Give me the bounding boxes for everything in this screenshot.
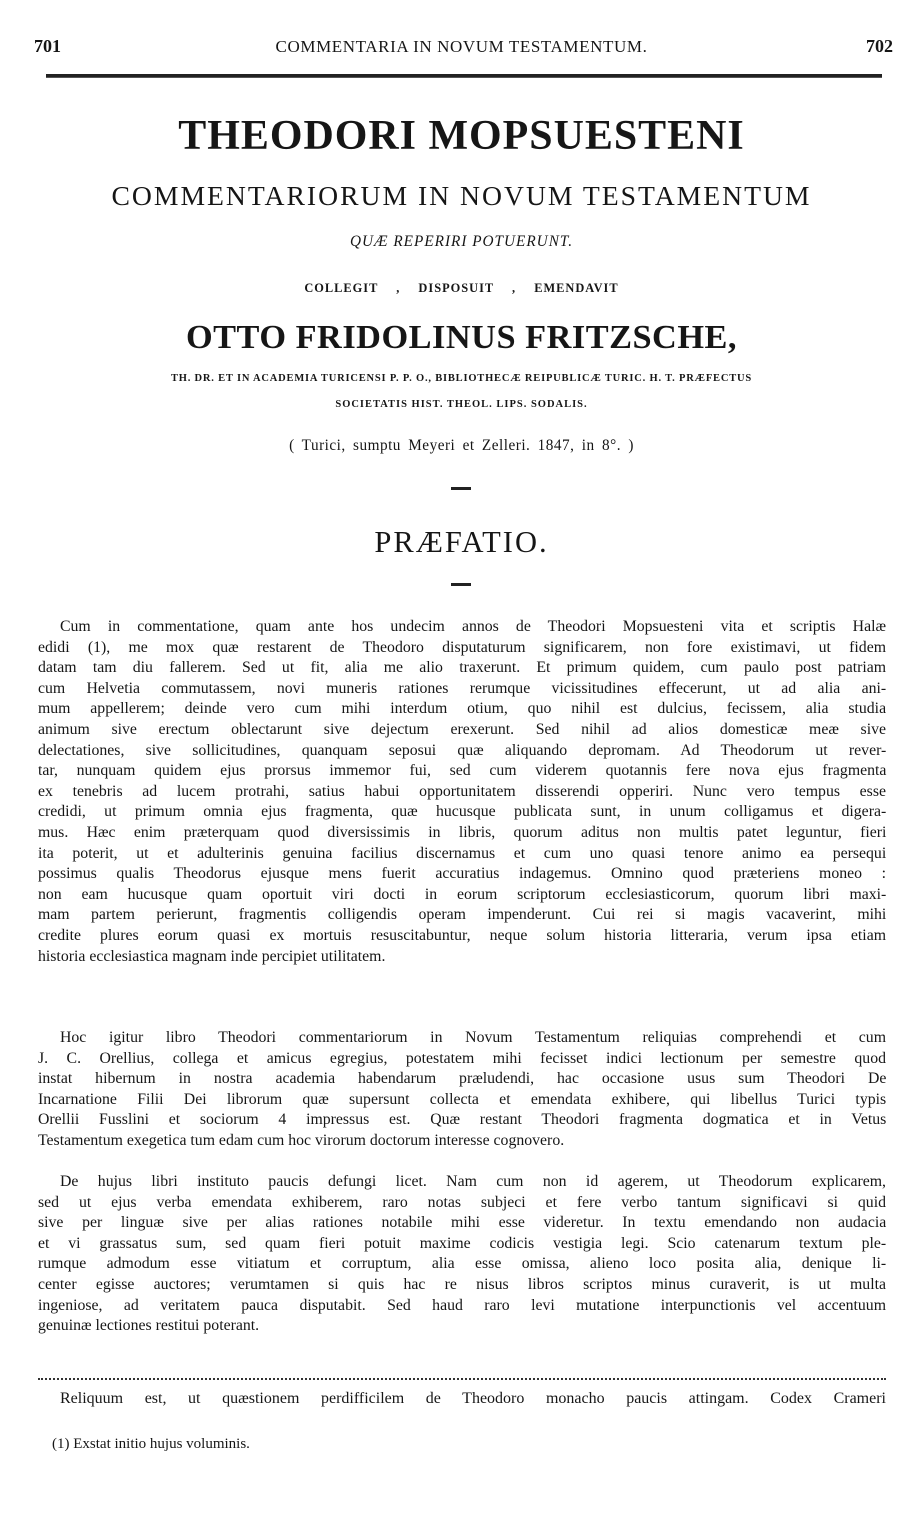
text-line: ingeniose, ad veritatem pauca disputabit. Sed haud raro levi mutatione interpunctionis vel accentuum (38, 1296, 886, 1314)
continuation-line (38, 1388, 886, 1409)
text-line: sed ut ejus verba emendata exhiberem, raro notas subjeci et fere verbo tantum significavi si quid (38, 1193, 886, 1211)
text-line: delectationes, sive sollicitudines, quanquam seposui quæ aliquando depromam. Ad Theodorum ut rever- (38, 741, 887, 759)
text-line: ita poterit, ut et adulterinis genuina facilius discernamus et cum uno quasi tenore animo ea persequi (38, 844, 887, 862)
text-line: mum appellerem; deinde vero cum mihi interdum otium, quo nihil est dulcius, fecissem, alia studia (38, 700, 887, 718)
running-title: COMMENTARIA IN NOVUM TESTAMENTUM. (275, 37, 648, 56)
paragraph-3 (38, 1172, 886, 1337)
text-line: genuinæ lectiones restitui poterant. (38, 1317, 260, 1335)
text-line: Testamentum exegetica tum edam cum hoc virorum doctorum interesse cognovero. (38, 1131, 565, 1149)
footnote-separator (38, 1378, 886, 1380)
section-heading: PRÆFATIO. (374, 525, 549, 559)
text-line: tar, nunquam quidem ejus prorsus immemor fui, sed cum viderem quotannis fere nova ejus fragmenta (38, 762, 887, 780)
editor-credentials-1: TH. DR. ET IN ACADEMIA TURICENSI P. P. O., BIBLIOTHECÆ REIPUBLICÆ TURIC. H. T. PRÆFECTUS (170, 373, 753, 384)
text-line: Reliquum est, ut quæstionem perdifficilem de Theodoro monacho paucis attingam. Codex Crameri (60, 1390, 886, 1407)
text-line: center egisse auctores; verumtamen si quis hac re nisus libros scriptos minus curaverit, is ut multa (38, 1275, 886, 1293)
text-line: Hoc igitur libro Theodori commentariorum in Novum Testamentum reliquias comprehendi et cum (60, 1029, 886, 1046)
text-line: cum Helvetia commutassem, novi muneris rationes rerumque vicissitudines effecerunt, ut ad alia ani- (38, 679, 887, 697)
text-line: edidi (1), me mox quæ restarent de Theodoro disputaturum significarem, non fore existimavi, ut fidem (38, 638, 886, 656)
text-line: mus. Hæc enim præterquam quod diversissimis in libris, quorum aditus non multis patet leguntur, fieri (38, 823, 887, 841)
paragraph-2 (38, 1028, 886, 1152)
separator-dash (451, 487, 471, 490)
footnote: (1) Exstat initio hujus voluminis. (52, 1436, 250, 1452)
text-line: non eam hucusque quam oportuit viri docti in eorum scriptorum ecclesiasticorum, quorum libri maxi- (38, 885, 887, 903)
text-line: rumque admodum esse vitiatum et corruptum, alia esse omissa, alieno loco posita alia, denique li- (38, 1255, 887, 1273)
text-line: Orellii Fusslini et sociorum 4 impressus est. Quæ restant Theodori fragmenta dogmatica et in Vetus (38, 1111, 887, 1129)
text-line: instat hibernum in nostra academia habendarum præludendi, hac occasione usus sum Theodori De (38, 1070, 887, 1088)
text-line: ex tenebris ad lucem protrahi, satius habui opportunitatem disserendi opperiri. Nunc vero tempus esse (38, 782, 886, 800)
text-line: Cum in commentatione, quam ante hos undecim annos de Theodori Mopsuesteni vita et scriptis Halæ (60, 618, 886, 635)
text-line: et vi grassatus sum, sed quam fieri potuit maxime codicis vestigia legi. Scio catenarum textum ple- (38, 1234, 887, 1252)
text-line: datam tam diu fallerem. Sed ut fit, alia me alio traxerunt. Et primum quidem, cum paulo post patriam (38, 659, 887, 677)
editor-name: OTTO FRIDOLINUS FRITZSCHE, (185, 318, 737, 356)
text-line: sive per linguæ sive per alias rationes notabile mihi esse videretur. In textu emendando non audacia (38, 1214, 887, 1232)
text-line: credidi, ut primum omnia ejus fragmenta, quæ hucusque publicata sunt, in unum colligamus et digera- (38, 803, 887, 821)
title-work: COMMENTARIORUM IN NOVUM TESTAMENTUM (111, 180, 812, 211)
text-line: historia ecclesiastica magnam inde percipiet utilitatem. (38, 947, 386, 965)
text-line: animum sive erectum oblectarunt sive dejectum erexerunt. Sed nihil ad alios domesticæ meæ sive (38, 720, 886, 738)
text-line: credite plures eorum quasi ex mortuis resuscitabuntur, neque solum historia litteraria, verum ipsa etiam (38, 926, 886, 944)
text-line: mam partem perierunt, fragmentis colligendis operam impenderunt. Cui rei si magis vacaverint, mihi (38, 906, 887, 924)
text-line: Incarnatione Filii Dei librorum quæ supersunt collecta et emendata exhibere, qui libellus Turici typis (38, 1090, 887, 1108)
paragraph-1 (38, 617, 886, 967)
imprint: ( Turici, sumptu Meyeri et Zelleri. 1847, in 8°. ) (289, 437, 634, 454)
text-line: De hujus libri instituto paucis defungi licet. Nam cum non id agerem, ut Theodorum explicarem, (60, 1173, 886, 1190)
text-line: possimus qualis Theodorus ejusque mens fuerit accuratius indagemus. Omnino quod præteriens moneo : (38, 865, 887, 883)
title-author: THEODORI MOPSUESTENI (178, 113, 745, 159)
header-rule (46, 74, 882, 78)
title-subtitle: QUÆ REPERIRI POTUERUNT. (349, 233, 574, 250)
editor-credentials-2: SOCIETATIS HIST. THEOL. LIPS. SODALIS. (335, 399, 588, 410)
editorial-line: COLLEGIT , DISPOSUIT , EMENDAVIT (304, 281, 619, 295)
text-line: J. C. Orellius, collega et amicus egregius, potestatem mihi fecisset indici lectionum per semestre quod (38, 1049, 886, 1067)
separator-dash (451, 583, 471, 586)
page-number-left: 701 (34, 36, 61, 56)
page-number-right: 702 (866, 36, 893, 56)
running-head (0, 36, 923, 58)
